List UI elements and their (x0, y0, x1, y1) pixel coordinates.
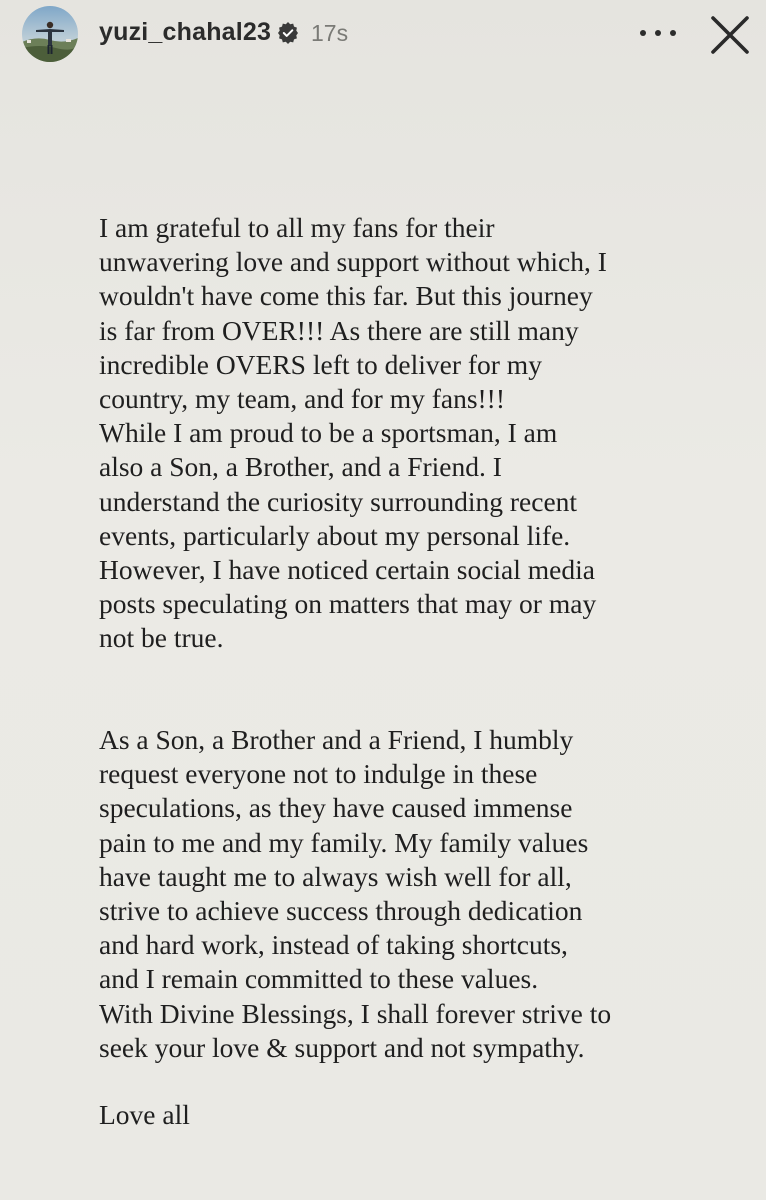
letter-line: and hard work, instead of taking shortcuts, (99, 929, 568, 961)
letter-line: also a Son, a Brother, and a Friend. I (99, 451, 502, 483)
letter-line: Love all (99, 1099, 190, 1130)
letter-line: unwavering love and support without which, I (99, 246, 607, 278)
letter-line: request everyone not to indulge in these (99, 758, 538, 790)
letter-line: posts speculating on matters that may or may (99, 588, 597, 620)
letter-line: understand the curiosity surrounding recent (99, 485, 578, 517)
letter-line: With Divine Blessings, I shall forever strive to (99, 997, 612, 1029)
more-options-icon[interactable] (640, 21, 676, 45)
letter-line: is far from OVER!!! As there are still many (99, 314, 579, 346)
story-timestamp: 17s (311, 20, 349, 46)
letter-line: country, my team, and for my fans!!! (99, 383, 506, 415)
letter-line: strive to achieve success through dedication (99, 895, 583, 927)
verified-badge-icon (277, 22, 299, 44)
more-dot (670, 30, 676, 36)
close-icon[interactable] (707, 12, 753, 58)
letter-line: and I remain committed to these values. (99, 963, 539, 995)
letter-paragraph-1 (99, 211, 739, 656)
letter-line: As a Son, a Brother and a Friend, I humbly (99, 724, 574, 755)
letter-line: However, I have noticed certain social media (99, 554, 595, 586)
more-dot (655, 30, 661, 36)
letter-paragraph-2 (99, 723, 739, 1065)
letter-line: seek your love & support and not sympathy. (99, 1031, 585, 1063)
letter-line: While I am proud to be a sportsman, I am (99, 417, 558, 449)
letter-line: events, particularly about my personal life. (99, 519, 571, 551)
more-dot (640, 30, 646, 36)
letter-line: have taught me to always wish well for all, (99, 860, 572, 892)
story-username[interactable]: yuzi_chahal23 (99, 18, 272, 46)
story-header (0, 0, 766, 70)
letter-line: speculations, as they have caused immense (99, 792, 573, 824)
profile-avatar[interactable] (22, 6, 78, 62)
letter-line: not be true. (99, 622, 224, 654)
letter-line: pain to me and my family. My family values (99, 826, 589, 858)
letter-line: wouldn't have come this far. But this journey (99, 280, 593, 312)
letter-line: I am grateful to all my fans for their (99, 212, 495, 243)
letter-line: incredible OVERS left to deliver for my (99, 348, 542, 380)
letter-signoff (99, 1098, 739, 1132)
